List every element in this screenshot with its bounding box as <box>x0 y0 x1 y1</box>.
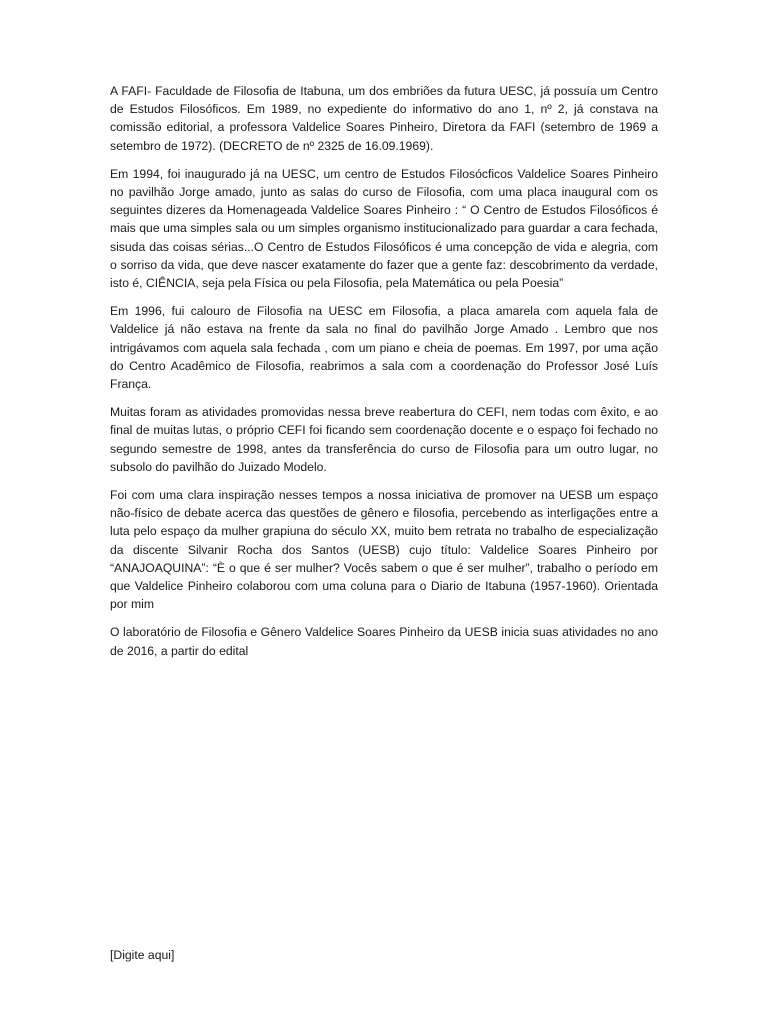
paragraph-cefi-activities: Muitas foram as atividades promovidas nessa breve reabertura do CEFI, nem todas com êxito, e ao final de muitas lutas, o próprio CEFI foi ficando sem coordenação docente e o espaço foi fechado no segundo semestre de 1998, antes da transferência do curso de Filosofia para um outro lugar, no subsolo do pavilhão do Juizado Modelo. <box>110 405 658 474</box>
footer-placeholder[interactable]: [Digite aqui] <box>110 948 175 962</box>
paragraph-laboratory-2016: O laboratório de Filosofia e Gênero Valdelice Soares Pinheiro da UESB inicia suas atividades no ano de 2016, a partir do edital <box>110 625 658 658</box>
paragraph-1994-inauguration: Em 1994, foi inaugurado já na UESC, um centro de Estudos Filosócficos Valdelice Soares Pinheiro no pavilhão Jorge amado, junto as salas do curso de Filosofia, com uma placa inaugural com os seguintes dizeres da Homenageada Valdelice Soares Pinheiro : “ O Centro de Estudos Filosóficos é mais que uma simples sala ou um simples organismo institucionalizado para guardar a cara fechada, sisuda das coisas sérias...O Centro de Estudos Filosóficos é uma concepção de vida e alegria, com o sorriso da vida, que deve nascer exatamente do fazer que a gente faz: descobrimento da verdade, isto é, CIÊNCIA, seja pela Física ou pela Filosofia, pela Matemática ou pela Poesia” <box>110 166 658 291</box>
document-body <box>110 82 658 670</box>
paragraph-1996-calouro: Em 1996, fui calouro de Filosofia na UESC em Filosofia, a placa amarela com aquela fala de Valdelice já não estava na frente da sala no final do pavilhão Jorge Amado . Lembro que nos intrigávamos com aquela sala fechada , com um piano e cheia de poemas. Em 1997, por uma ação do Centro Acadêmico de Filosofia, reabrimos a sala com a coordenação do Professor José Luís França. <box>110 304 658 392</box>
paragraph-uesb-initiative: Foi com uma clara inspiração nesses tempos a nossa iniciativa de promover na UESB um espaço não-físico de debate acerca das questões de gênero e filosofia, percebendo as interligações entre a luta pelo espaço da mulher grapiuna do século XX, muito bem retrata no trabalho de especialização da discente Silvanir Rocha dos Santos (UESB) cujo título: Valdelice Soares Pinheiro por “ANAJOAQUINA”: “È o que é ser mulher? Vocês sabem o que é ser mulher”, trabalho o período em que Valdelice Pinheiro colaborou com uma coluna para o Diario de Itabuna (1957-1960). Orientada por mim <box>110 488 658 612</box>
paragraph-fafi-history: A FAFI- Faculdade de Filosofia de Itabuna, um dos embriões da futura UESC, já possuía um Centro de Estudos Filosóficos. Em 1989, no expediente do informativo do ano 1, nº 2, já constava na comissão editorial, a professora Valdelice Soares Pinheiro, Diretora da FAFI (setembro de 1969 a setembro de 1972). (DECRETO de nº 2325 de 16.09.1969). <box>110 84 658 153</box>
